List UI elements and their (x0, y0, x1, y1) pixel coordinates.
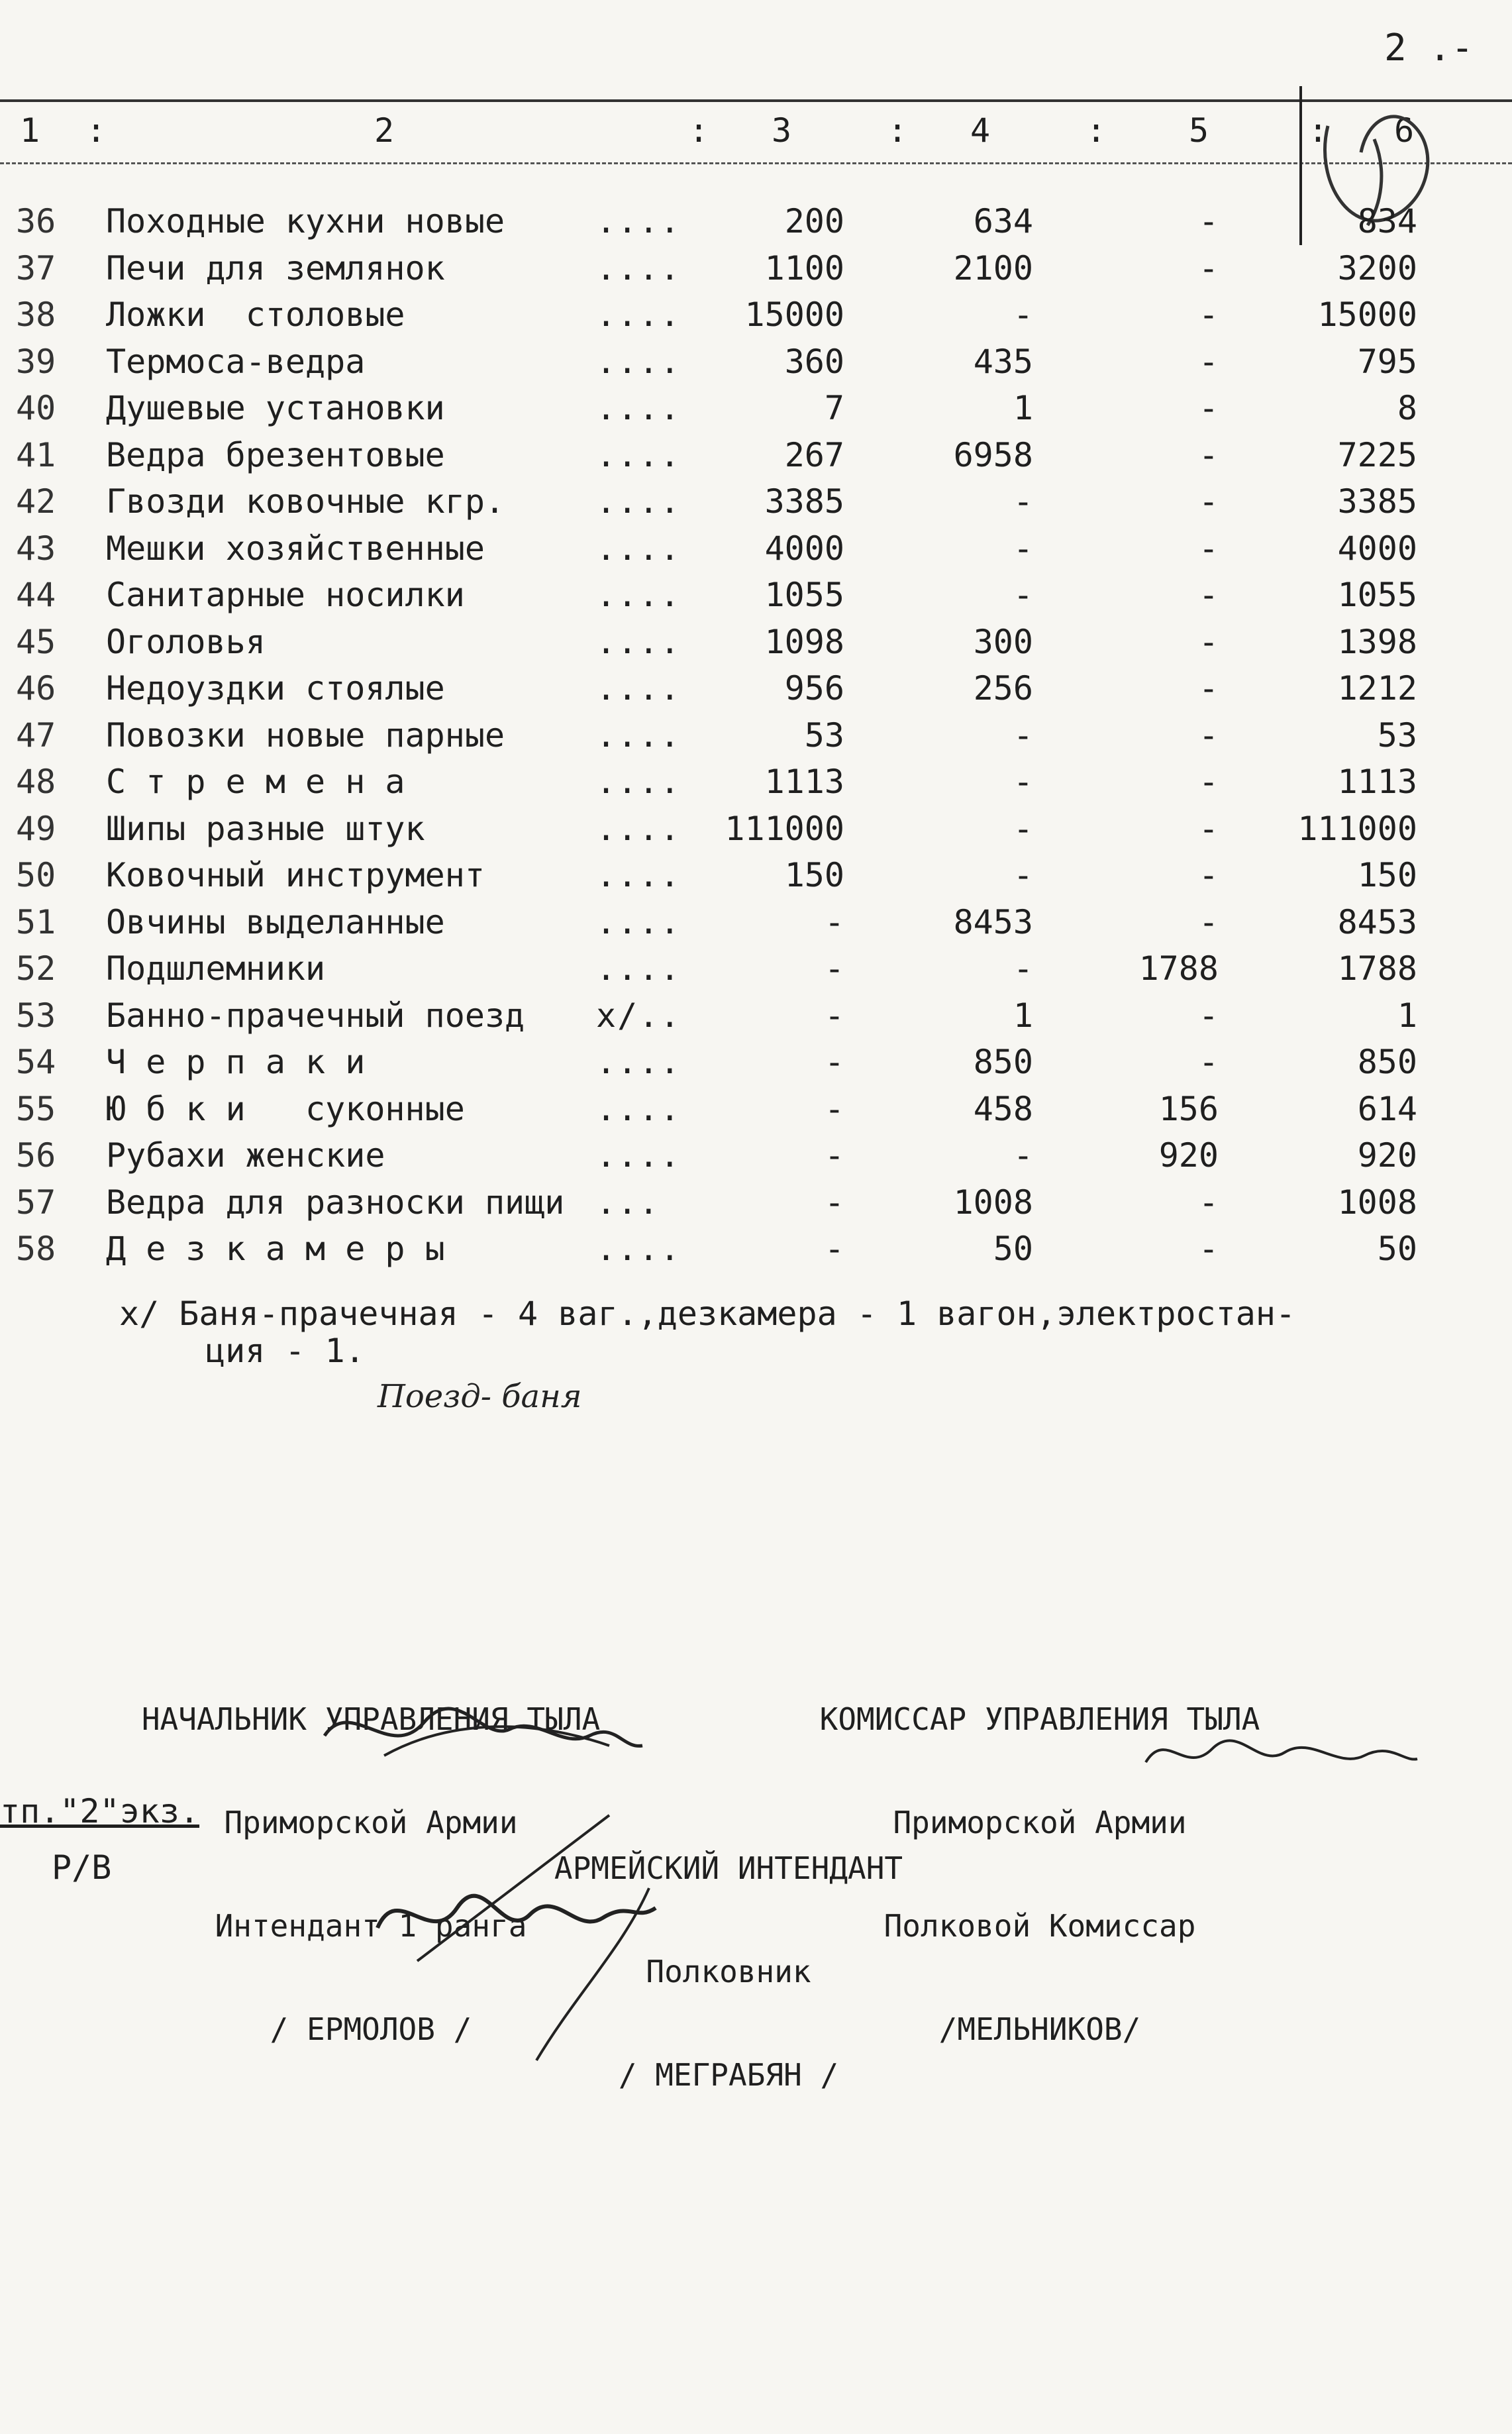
col-6-total: 1 (1397, 996, 1417, 1035)
col-5-value: 1788 (1138, 949, 1219, 988)
leader-dots: .... (596, 529, 681, 568)
col-6-total: 3385 (1337, 482, 1417, 521)
row-number: 37 (16, 248, 56, 288)
row-number: 42 (16, 482, 56, 521)
header-separator: : (1086, 111, 1107, 150)
header-separator: : (887, 111, 908, 150)
col-6-total: 8 (1397, 389, 1417, 427)
header-col-2: 2 (374, 111, 395, 150)
col-4-value: - (1013, 1136, 1033, 1175)
center-title: АРМЕЙСКИЙ ИНТЕНДАНТ (554, 1850, 903, 1886)
table-row (0, 623, 1512, 669)
col-3-value: - (824, 1043, 844, 1081)
table-row (0, 1136, 1512, 1183)
leader-dots: .... (596, 435, 681, 474)
col-6-total: 614 (1357, 1089, 1417, 1128)
col-6-total: 3200 (1337, 248, 1417, 288)
col-5-value: - (1198, 482, 1219, 521)
row-number: 48 (16, 763, 56, 801)
signature-left-handwritten (311, 1683, 656, 1775)
col-4-value: 1 (1013, 389, 1033, 427)
table-row (0, 343, 1512, 389)
col-5-value: - (1198, 295, 1219, 334)
col-3-value: 267 (784, 435, 844, 474)
leader-dots: .... (596, 1230, 681, 1268)
col-4-value: - (1013, 295, 1033, 334)
item-name: Ведра для разноски пищи (106, 1183, 565, 1222)
left-title: НАЧАЛЬНИК УПРАВЛЕНИЯ ТЫЛА (141, 1701, 601, 1737)
col-6-total: 1008 (1337, 1183, 1417, 1222)
header-col-1: 1 (19, 111, 40, 150)
col-4-value: 458 (973, 1089, 1033, 1128)
table-row (0, 856, 1512, 902)
col-4-value: - (1013, 715, 1033, 755)
table-row (0, 810, 1512, 856)
row-number: 41 (16, 435, 56, 474)
signature-right-handwritten (1139, 1722, 1424, 1782)
col-4-value: - (1013, 576, 1033, 614)
col-3-value: 1100 (764, 248, 844, 288)
item-name: Походные кухни новые (106, 202, 505, 240)
footnote-line-2: ция - 1. (205, 1332, 365, 1370)
col-4-value: 1008 (953, 1183, 1033, 1222)
leader-dots: .... (596, 715, 681, 755)
item-name: С т р е м е н а (106, 763, 405, 801)
leader-dots: .... (596, 856, 681, 894)
col-6-total: 795 (1357, 342, 1417, 381)
row-number: 53 (16, 996, 56, 1035)
item-name: Ведра брезентовые (106, 435, 445, 474)
col-5-value: - (1198, 809, 1219, 848)
table-row (0, 949, 1512, 996)
header-bottom-rule (0, 162, 1512, 164)
leader-dots: ... (596, 1183, 660, 1222)
item-name: Душевые установки (106, 389, 445, 427)
col-6-total: 1113 (1337, 763, 1417, 801)
leader-dots: .... (596, 669, 681, 708)
row-number: 58 (16, 1230, 56, 1268)
leader-dots: .... (596, 389, 681, 427)
row-number: 38 (16, 295, 56, 334)
col-6-total: 850 (1357, 1043, 1417, 1081)
table-row (0, 389, 1512, 435)
leader-dots: .... (596, 576, 681, 614)
col-5-value: - (1198, 669, 1219, 708)
col-3-value: 3385 (764, 482, 844, 521)
row-number: 56 (16, 1136, 56, 1175)
item-name: Рубахи женские (106, 1136, 385, 1175)
item-name: Оголовья (106, 622, 266, 661)
item-name: Ковочный инструмент (106, 856, 485, 894)
copy-note: тп."2"экз. (0, 1792, 200, 1830)
leader-dots: .... (596, 202, 681, 240)
leader-dots: .... (596, 1043, 681, 1081)
footnote (119, 1295, 1444, 1369)
right-title: КОМИССАР УПРАВЛЕНИЯ ТЫЛА (819, 1701, 1260, 1737)
col-3-value: 1055 (764, 576, 844, 614)
col-5-value: - (1198, 1043, 1219, 1081)
row-number: 43 (16, 529, 56, 568)
col-5-value: - (1198, 248, 1219, 288)
item-name: Овчины выделанные (106, 902, 445, 941)
col-5-value: - (1198, 202, 1219, 240)
row-number: 50 (16, 856, 56, 894)
leader-dots: .... (596, 342, 681, 381)
row-number: 44 (16, 576, 56, 614)
right-name: /МЕЛЬНИКОВ/ (938, 2011, 1141, 2047)
row-number: 39 (16, 342, 56, 381)
col-4-value: 300 (973, 622, 1033, 661)
left-name: / ЕРМОЛОВ / (270, 2011, 472, 2047)
col-4-value: - (1013, 809, 1033, 848)
col-4-value: 50 (993, 1230, 1033, 1268)
col-4-value: 1 (1013, 996, 1033, 1035)
col-6-total: 8453 (1337, 902, 1417, 941)
item-name: Печи для землянок (106, 248, 445, 288)
row-number: 47 (16, 715, 56, 755)
leader-dots: .... (596, 949, 681, 988)
col-4-value: 634 (973, 202, 1033, 240)
table-row (0, 1043, 1512, 1089)
col-6-total: 15000 (1317, 295, 1417, 334)
col-6-total: 1212 (1337, 669, 1417, 708)
row-number: 36 (16, 202, 56, 240)
row-number: 54 (16, 1043, 56, 1081)
item-name: Санитарные носилки (106, 576, 465, 614)
table-row (0, 996, 1512, 1043)
row-number: 55 (16, 1089, 56, 1128)
col-3-value: 15000 (744, 295, 844, 334)
col-6-total: 1788 (1337, 949, 1417, 988)
col-5-value: - (1198, 435, 1219, 474)
rb-mark: Р/В (52, 1848, 112, 1887)
item-name: Ч е р п а к и (106, 1043, 366, 1081)
col-3-value: 1113 (764, 763, 844, 801)
row-number: 49 (16, 809, 56, 848)
leader-dots: .... (596, 1136, 681, 1175)
col-4-value: 6958 (953, 435, 1033, 474)
col-5-value: - (1198, 902, 1219, 941)
row-number: 46 (16, 669, 56, 708)
item-name: Шипы разные штук (106, 809, 425, 848)
table-row (0, 1230, 1512, 1276)
col-6-total: 834 (1357, 202, 1417, 240)
col-5-value: - (1198, 1230, 1219, 1268)
col-3-value: 150 (784, 856, 844, 894)
center-name: / МЕГРАБЯН / (618, 2057, 839, 2093)
col-3-value: - (824, 902, 844, 941)
col-5-value: - (1198, 622, 1219, 661)
left-army: Приморской Армии (224, 1805, 518, 1840)
col-4-value: - (1013, 856, 1033, 894)
col-3-value: - (824, 1136, 844, 1175)
item-name: Мешки хозяйственные (106, 529, 485, 568)
signature-center-handwritten (358, 1775, 729, 2080)
item-name: Д е з к а м е р ы (106, 1230, 445, 1268)
col-4-value: 256 (973, 669, 1033, 708)
col-3-value: 53 (804, 715, 844, 755)
table-row (0, 1090, 1512, 1136)
item-name: Ю б к и суконные (106, 1089, 465, 1128)
header-separator: : (86, 111, 107, 150)
col-5-value: - (1198, 342, 1219, 381)
item-name: Подшлемники (106, 949, 326, 988)
table-row (0, 763, 1512, 809)
item-name: Повозки новые парные (106, 715, 505, 755)
row-number: 45 (16, 622, 56, 661)
table-row (0, 716, 1512, 763)
footnote-line-1: х/ Баня-прачечная - 4 ваг.,дезкамера - 1 вагон,электростан- (119, 1295, 1296, 1333)
item-name: Ложки столовые (106, 295, 405, 334)
col-3-value: 111000 (725, 809, 844, 848)
table-row (0, 249, 1512, 295)
item-name: Гвозди ковочные кгр. (106, 482, 505, 521)
col-5-value: - (1198, 389, 1219, 427)
left-rank: Интендант 1 ранга (215, 1908, 527, 1944)
item-name: Банно-прачечный поезд (106, 996, 525, 1035)
col-4-value: 8453 (953, 902, 1033, 941)
item-name: Термоса-ведра (106, 342, 366, 381)
row-number: 57 (16, 1183, 56, 1222)
table-row (0, 1183, 1512, 1230)
col-6-total: 1398 (1337, 622, 1417, 661)
row-number: 40 (16, 389, 56, 427)
right-rank: Полковой Комиссар (883, 1908, 1196, 1944)
leader-dots: .... (596, 1089, 681, 1128)
col-4-value: - (1013, 763, 1033, 801)
table-row (0, 436, 1512, 482)
handwritten-note: Поезд- баня (378, 1378, 582, 1415)
col-6-total: 150 (1357, 856, 1417, 894)
col-5-value: 156 (1158, 1089, 1219, 1128)
col-3-value: - (824, 1183, 844, 1222)
col-5-value: - (1198, 715, 1219, 755)
col-3-value: - (824, 1230, 844, 1268)
page-number: 2 .- (1384, 26, 1474, 70)
col-5-value: - (1198, 856, 1219, 894)
col-5-value: - (1198, 1183, 1219, 1222)
col-3-value: 360 (784, 342, 844, 381)
col-3-value: 1098 (764, 622, 844, 661)
center-rank: Полковник (646, 1954, 811, 1989)
header-separator: : (1308, 111, 1329, 150)
item-name: Недоуздки стоялые (106, 669, 445, 708)
col-3-value: 956 (784, 669, 844, 708)
leader-dots: .... (596, 482, 681, 521)
header-col-6: 6 (1393, 111, 1415, 150)
table-row (0, 482, 1512, 529)
col-3-value: 200 (784, 202, 844, 240)
table-row (0, 576, 1512, 622)
leader-dots: .... (596, 622, 681, 661)
col-6-total: 50 (1377, 1230, 1417, 1268)
table-row (0, 295, 1512, 342)
col-3-value: 7 (824, 389, 844, 427)
col-4-value: - (1013, 482, 1033, 521)
col-6-total: 920 (1357, 1136, 1417, 1175)
leader-dots: .... (596, 295, 681, 334)
leader-dots: х/.. (596, 996, 681, 1035)
col-5-value: - (1198, 529, 1219, 568)
col-3-value: - (824, 996, 844, 1035)
table-row (0, 202, 1512, 248)
header-col-4: 4 (970, 111, 991, 150)
col-3-value: - (824, 1089, 844, 1128)
col-4-value: 435 (973, 342, 1033, 381)
header-top-rule (0, 99, 1512, 102)
col-4-value: - (1013, 529, 1033, 568)
col-6-total: 53 (1377, 715, 1417, 755)
col-6-total: 7225 (1337, 435, 1417, 474)
right-army: Приморской Армии (893, 1805, 1187, 1840)
col-4-value: - (1013, 949, 1033, 988)
leader-dots: .... (596, 248, 681, 288)
col-3-value: 4000 (764, 529, 844, 568)
table-row (0, 669, 1512, 715)
col-5-value: 920 (1158, 1136, 1219, 1175)
col-4-value: 850 (973, 1043, 1033, 1081)
table-row (0, 903, 1512, 949)
col-5-value: - (1198, 576, 1219, 614)
row-number: 52 (16, 949, 56, 988)
row-number: 51 (16, 902, 56, 941)
leader-dots: .... (596, 809, 681, 848)
leader-dots: .... (596, 763, 681, 801)
header-separator: : (689, 111, 709, 150)
col-3-value: - (824, 949, 844, 988)
header-col-3: 3 (771, 111, 792, 150)
header-col-5: 5 (1188, 111, 1209, 150)
col-5-value: - (1198, 996, 1219, 1035)
col-5-value: - (1198, 763, 1219, 801)
col-6-total: 111000 (1297, 809, 1417, 848)
col-6-total: 1055 (1337, 576, 1417, 614)
col-4-value: 2100 (953, 248, 1033, 288)
leader-dots: .... (596, 902, 681, 941)
col-6-total: 4000 (1337, 529, 1417, 568)
table-row (0, 529, 1512, 576)
